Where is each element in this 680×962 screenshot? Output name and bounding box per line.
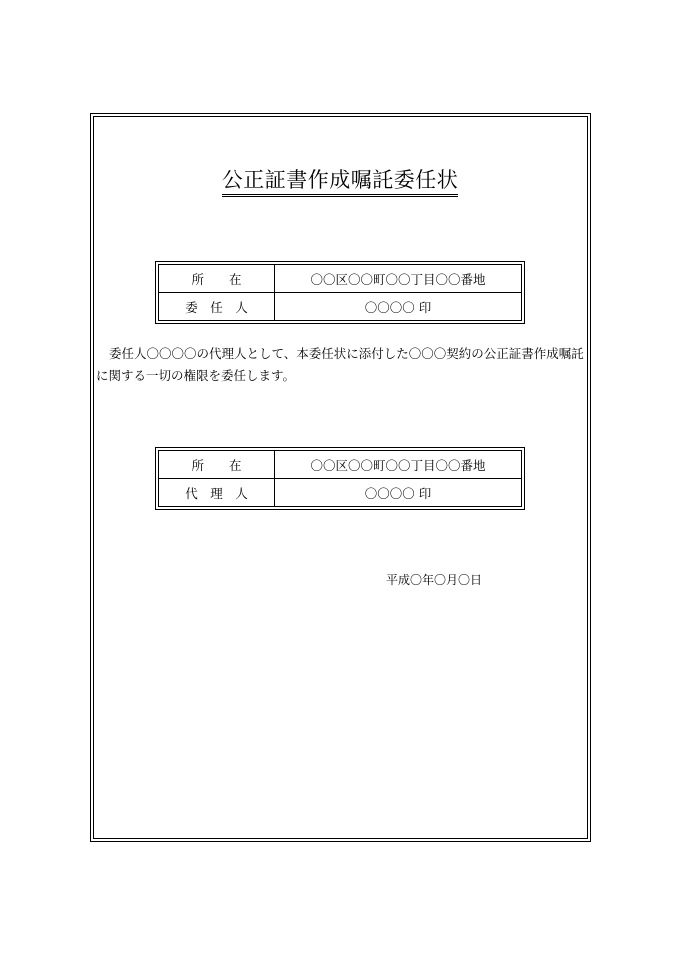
agent-person-row (159, 478, 521, 506)
agent-person-label: 代 理 人 (159, 479, 275, 506)
document-date: 平成〇年〇月〇日 (386, 573, 483, 587)
principal-address-label: 所 在 (159, 265, 275, 292)
agent-person-value: 〇〇〇〇 印 (364, 485, 432, 501)
principal-address-value: 〇〇区〇〇町〇〇丁目〇〇番地 (310, 271, 486, 287)
agent-table-inner (158, 450, 522, 507)
document-title-wrapper (0, 166, 680, 197)
document-title: 公正証書作成嘱託委任状 (222, 166, 459, 197)
delegation-statement: 委任人〇〇〇〇の代理人として、本委任状に添付した〇〇〇契約の公正証書作成嘱託に関する一切の権限を委任します。 (96, 346, 584, 383)
principal-person-value: 〇〇〇〇 印 (364, 299, 432, 315)
principal-table-inner (158, 264, 522, 321)
principal-person-label: 委 任 人 (159, 293, 275, 320)
principal-person-row (159, 292, 521, 320)
principal-address-row (159, 265, 521, 292)
agent-table (155, 447, 525, 510)
agent-address-row (159, 451, 521, 478)
agent-address-label: 所 在 (159, 451, 275, 478)
principal-table (155, 261, 525, 324)
agent-address-value: 〇〇区〇〇町〇〇丁目〇〇番地 (310, 457, 486, 473)
